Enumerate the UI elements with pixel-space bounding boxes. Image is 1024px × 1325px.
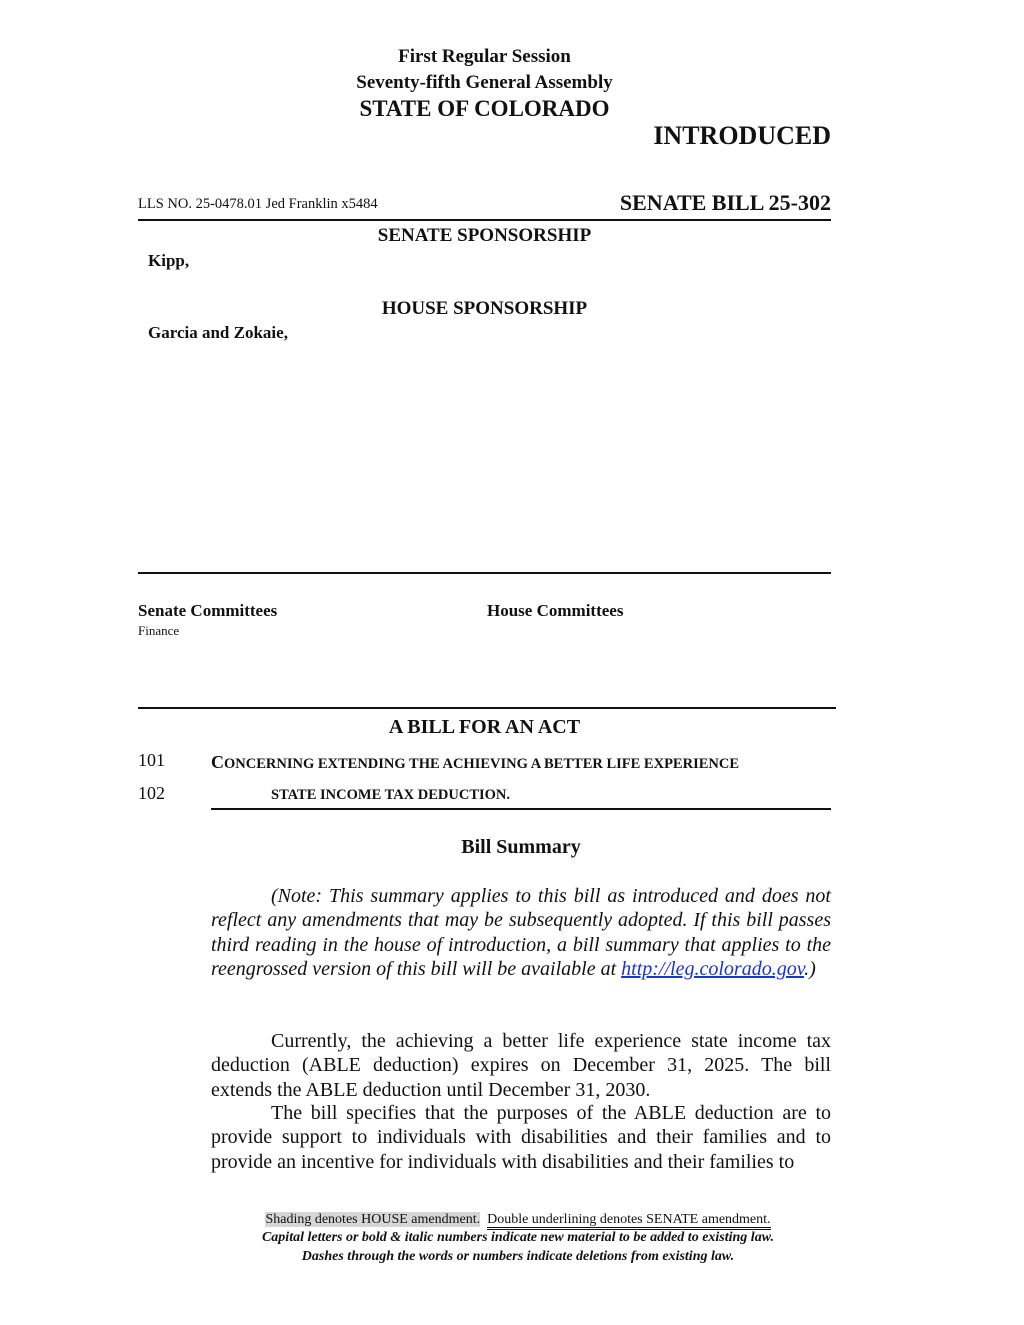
dashes-note: Dashes through the words or numbers indicate deletions from existing law. <box>301 1249 735 1264</box>
senate-sponsors: Kipp, <box>148 251 190 270</box>
summary-note-text: (Note: This summary applies to this bill as introduced and does not reflect any amendments that may be subsequently adopted. If this bill passes third reading in the house of introduction, a bill summary that applies to the reengrossed version of this bill will be available at <box>211 885 831 980</box>
summary-note <box>211 884 831 981</box>
act-title-line-1 <box>211 752 739 773</box>
act-top-divider <box>138 707 836 709</box>
state-label: STATE OF COLORADO <box>359 96 610 121</box>
lls-number: LLS NO. 25-0478.01 Jed Franklin x5484 <box>138 196 378 212</box>
house-committees-title: House Committees <box>487 601 624 620</box>
house-sponsors: Garcia and Zokaie, <box>148 323 288 342</box>
bill-number: SENATE BILL 25-302 <box>619 190 831 215</box>
summary-paragraph-2-text: The bill specifies that the purposes of the ABLE deduction are to provide support to individuals with disabilities and their families and to provide an incentive for individuals with disabilities and their families to <box>211 1102 831 1173</box>
capital-letters-note: Capital letters or bold & italic numbers indicate new material to be added to existing law. <box>261 1230 775 1245</box>
summary-paragraph-2 <box>211 1101 831 1174</box>
summary-note-end: .) <box>804 957 816 980</box>
house-sponsorship-title: HOUSE SPONSORSHIP <box>381 298 588 319</box>
session-label: First Regular Session <box>398 46 571 67</box>
act-heading: A BILL FOR AN ACT <box>388 716 581 738</box>
amendment-legend <box>138 1211 898 1230</box>
status-label: INTRODUCED <box>653 121 831 150</box>
assembly-label: Seventy-fifth General Assembly <box>356 72 613 93</box>
header-divider <box>138 219 831 221</box>
line-number: 102 <box>138 783 165 803</box>
senate-committee-item: Finance <box>138 623 180 638</box>
committees-top-divider <box>138 572 831 574</box>
act-title-underline <box>211 808 831 810</box>
act-title-line-2: STATE INCOME TAX DEDUCTION. <box>271 787 511 803</box>
senate-amendment-note: Double underlining denotes SENATE amendment. <box>487 1212 770 1230</box>
act-title-initial: C <box>211 752 224 772</box>
senate-sponsorship-title: SENATE SPONSORSHIP <box>377 225 592 246</box>
leg-site-link[interactable]: http://leg.colorado.gov <box>621 957 805 980</box>
act-title-rest: ONCERNING EXTENDING THE ACHIEVING A BETTER LIFE EXPERIENCE <box>224 756 739 772</box>
line-number: 101 <box>138 750 165 770</box>
summary-paragraph-1 <box>211 1029 831 1102</box>
senate-committees-title: Senate Committees <box>138 601 278 620</box>
summary-paragraph-1-text: Currently, the achieving a better life experience state income tax deduction (ABLE deduction) expires on December 31, 2025. The bill extends the ABLE deduction until December 31, 2030. <box>211 1030 831 1101</box>
summary-heading: Bill Summary <box>461 836 581 858</box>
house-amendment-note: Shading denotes HOUSE amendment. <box>265 1212 481 1227</box>
